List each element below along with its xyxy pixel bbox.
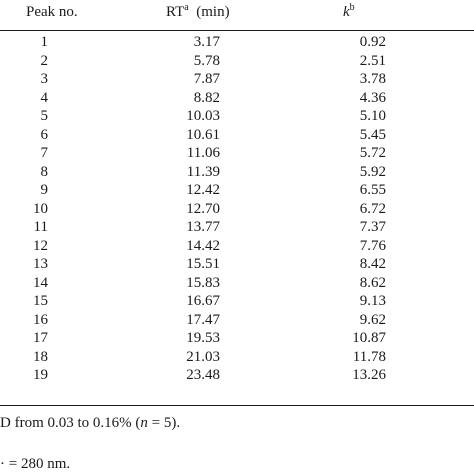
- footnote-rsd-tail: = 5).: [147, 415, 181, 431]
- cell-retention-factor: 6.72: [359, 200, 386, 217]
- cell-peak-no: 12: [33, 237, 48, 254]
- table-row: [0, 346, 474, 365]
- cell-retention-factor: 5.45: [359, 126, 386, 143]
- cell-retention-time: 14.42: [186, 237, 220, 254]
- cell-peak-no: 18: [33, 348, 48, 365]
- footnote-rsd-text: D from 0.03 to 0.16% (: [0, 415, 141, 431]
- table-row: [0, 142, 474, 161]
- cell-peak-no: 14: [33, 274, 48, 291]
- cell-peak-no: 19: [33, 367, 48, 383]
- table-row: [0, 272, 474, 291]
- table-row: [0, 364, 474, 383]
- cell-retention-time: 11.39: [186, 163, 220, 180]
- table-row: [0, 327, 474, 346]
- table-row: [0, 253, 474, 272]
- cell-retention-factor: 9.13: [359, 293, 386, 309]
- cell-retention-factor: 6.55: [359, 182, 386, 198]
- cell-peak-no: 3: [40, 71, 48, 87]
- header-rt-label: RT: [166, 4, 185, 20]
- header-k-label: k: [343, 4, 350, 20]
- cell-retention-factor: 7.76: [359, 237, 386, 254]
- cell-retention-time: 12.70: [186, 200, 220, 217]
- table-row: [0, 87, 474, 106]
- cell-retention-time: 10.03: [186, 108, 220, 124]
- footnote-rsd: [0, 414, 180, 432]
- cell-retention-time: 15.51: [186, 256, 220, 272]
- cell-peak-no: 15: [33, 293, 48, 309]
- cell-retention-factor: 10.87: [352, 330, 386, 346]
- cell-peak-no: 9: [40, 182, 48, 198]
- header-peak-no: [26, 3, 78, 21]
- header-retention-factor: [343, 3, 355, 21]
- cell-peak-no: 6: [40, 126, 48, 143]
- cell-retention-time: 7.87: [193, 71, 220, 87]
- cell-peak-no: 11: [33, 219, 48, 235]
- cell-retention-time: 17.47: [186, 311, 220, 328]
- cell-peak-no: 4: [40, 89, 48, 106]
- cell-peak-no: 7: [40, 145, 48, 161]
- cell-retention-factor: 5.10: [359, 108, 386, 124]
- footnote-wavelength-text: · = 280 nm.: [0, 456, 71, 472]
- header-retention-time: [166, 3, 230, 21]
- cell-retention-time: 21.03: [186, 348, 220, 365]
- cell-retention-factor: 11.78: [352, 348, 386, 365]
- cell-retention-factor: 2.51: [359, 52, 386, 69]
- cell-retention-factor: 9.62: [359, 311, 386, 328]
- header-rt-unit: (min): [196, 4, 230, 20]
- table-row: [0, 179, 474, 198]
- cell-retention-factor: 7.37: [359, 219, 386, 235]
- cell-retention-time: 16.67: [186, 293, 220, 309]
- cell-retention-time: 11.06: [186, 145, 220, 161]
- cell-peak-no: 5: [40, 108, 48, 124]
- table-row: [0, 68, 474, 87]
- cell-retention-time: 3.17: [193, 34, 220, 50]
- table-row: [0, 216, 474, 235]
- cell-retention-time: 23.48: [186, 367, 220, 383]
- cell-retention-factor: 8.42: [359, 256, 386, 272]
- table-body: [0, 31, 474, 383]
- cell-peak-no: 13: [33, 256, 48, 272]
- cell-peak-no: 1: [40, 34, 48, 50]
- table-row: [0, 235, 474, 254]
- cell-retention-time: 5.78: [193, 52, 220, 69]
- table-row: [0, 161, 474, 180]
- cell-retention-time: 19.53: [186, 330, 220, 346]
- cell-retention-time: 15.83: [186, 274, 220, 291]
- table-row: [0, 290, 474, 309]
- cell-retention-factor: 13.26: [352, 367, 386, 383]
- cell-peak-no: 8: [40, 163, 48, 180]
- table-row: [0, 31, 474, 50]
- cell-retention-factor: 8.62: [359, 274, 386, 291]
- cell-peak-no: 16: [33, 311, 48, 328]
- cell-retention-time: 10.61: [186, 126, 220, 143]
- cell-peak-no: 10: [33, 200, 48, 217]
- cell-peak-no: 2: [40, 52, 48, 69]
- cell-retention-factor: 5.72: [359, 145, 386, 161]
- footnote-rsd-n: n: [140, 415, 148, 431]
- header-k-superscript: b: [349, 2, 355, 13]
- cell-retention-time: 13.77: [186, 219, 220, 235]
- header-peak-label: Peak no.: [26, 4, 78, 20]
- table-bottom-rule: [0, 405, 474, 406]
- cell-peak-no: 17: [33, 330, 48, 346]
- table-row: [0, 105, 474, 124]
- cell-retention-factor: 3.78: [359, 71, 386, 87]
- footnote-wavelength: [0, 455, 70, 473]
- table-row: [0, 50, 474, 69]
- cell-retention-time: 12.42: [186, 182, 220, 198]
- table-row: [0, 124, 474, 143]
- cell-retention-time: 8.82: [193, 89, 220, 106]
- cell-retention-factor: 5.92: [359, 163, 386, 180]
- cell-retention-factor: 0.92: [359, 34, 386, 50]
- table-row: [0, 309, 474, 328]
- table-row: [0, 198, 474, 217]
- cell-retention-factor: 4.36: [359, 89, 386, 106]
- header-rt-superscript: a: [184, 2, 189, 13]
- table-header-row: [0, 0, 474, 32]
